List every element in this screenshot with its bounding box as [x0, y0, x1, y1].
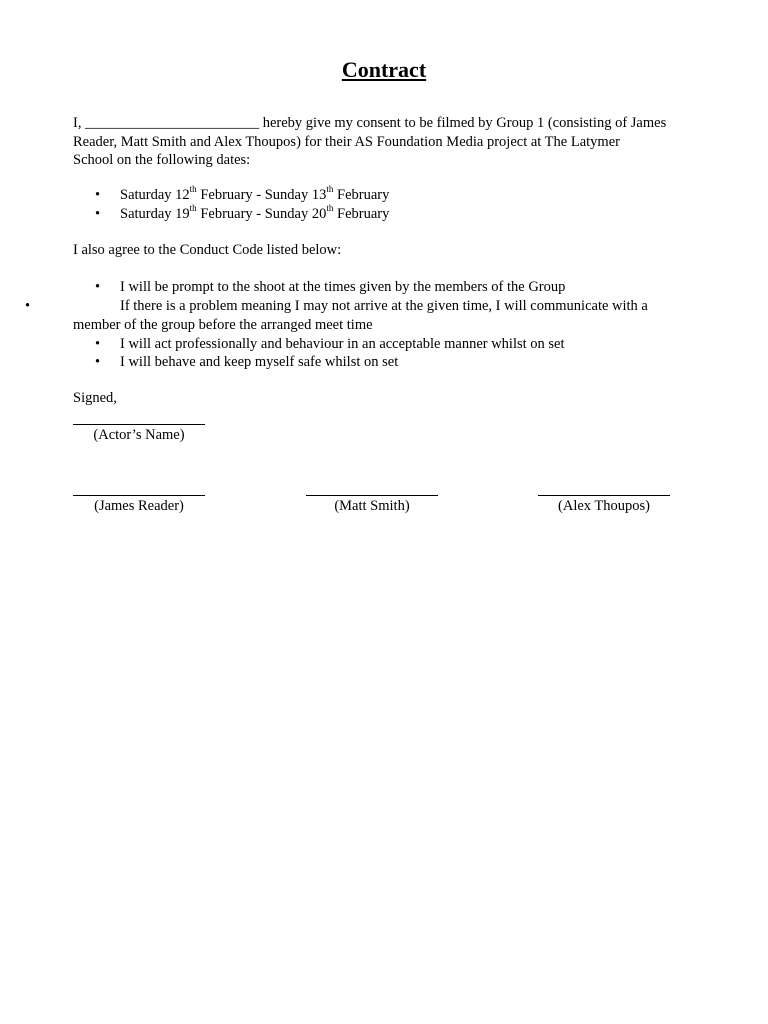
- matt-signature-label: (Matt Smith): [334, 498, 410, 514]
- conduct-list-continued: [73, 335, 703, 372]
- conduct-item: [73, 335, 703, 354]
- date-item: [73, 186, 703, 205]
- date-start-suffix: th: [189, 202, 197, 213]
- date-end: February: [333, 205, 390, 222]
- date-start: Saturday 12: [120, 187, 190, 203]
- actor-signature-label: (Actor’s Name): [93, 427, 185, 443]
- conduct-item-wrapped: [25, 297, 703, 334]
- date-start: Saturday 19: [120, 205, 190, 222]
- james-signature-label: (James Reader): [94, 498, 184, 514]
- actor-signature-line: [73, 424, 205, 425]
- conduct-item-text: I will act professionally and behaviour in an acceptable manner whilst on set: [120, 335, 565, 352]
- conduct-list: [73, 278, 703, 297]
- consent-line-1: [73, 114, 703, 133]
- bullet-icon: •: [95, 205, 101, 222]
- bullet-icon: •: [25, 298, 31, 314]
- conduct-item: [73, 353, 703, 372]
- conduct-item: [73, 278, 703, 297]
- date-mid: February - Sunday 13: [196, 187, 327, 203]
- consent-line-2: Reader, Matt Smith and Alex Thoupos) for their AS Foundation Media project at The Latymer: [73, 133, 620, 150]
- bullet-icon: •: [95, 187, 101, 203]
- james-signature-line: [73, 495, 205, 496]
- alex-signature-line: [538, 495, 670, 496]
- date-end-suffix: th: [326, 202, 334, 213]
- bullet-icon: •: [95, 354, 101, 370]
- date-end: February: [333, 187, 390, 203]
- name-blank: ________________________: [85, 115, 260, 131]
- document-title: Contract: [341, 57, 427, 82]
- consent-paragraph: [73, 114, 703, 170]
- signed-label: Signed,: [73, 390, 117, 406]
- conduct-intro: I also agree to the Conduct Code listed below:: [73, 242, 342, 258]
- conduct-item-text: I will behave and keep myself safe whilst on set: [120, 354, 399, 370]
- conduct-item-text: I will be prompt to the shoot at the times given by the members of the Group: [120, 279, 566, 295]
- consent-line-1-rest: hereby give my consent to be filmed by Group 1 (consisting of James: [259, 115, 667, 131]
- conduct-item-text: If there is a problem meaning I may not arrive at the given time, I will communicate with a: [120, 298, 648, 314]
- consent-prefix: I,: [73, 115, 86, 131]
- date-item: [73, 202, 703, 224]
- date-start-suffix: th: [189, 184, 197, 195]
- matt-signature-line: [306, 495, 438, 496]
- conduct-item-text-continued: member of the group before the arranged meet time: [73, 316, 373, 333]
- alex-signature-label: (Alex Thoupos): [558, 498, 650, 514]
- consent-line-3: School on the following dates:: [73, 152, 251, 168]
- bullet-icon: •: [95, 335, 101, 352]
- dates-list: [73, 186, 703, 223]
- date-mid: February - Sunday 20: [196, 205, 327, 222]
- date-end-suffix: th: [326, 184, 334, 195]
- bullet-icon: •: [95, 279, 101, 295]
